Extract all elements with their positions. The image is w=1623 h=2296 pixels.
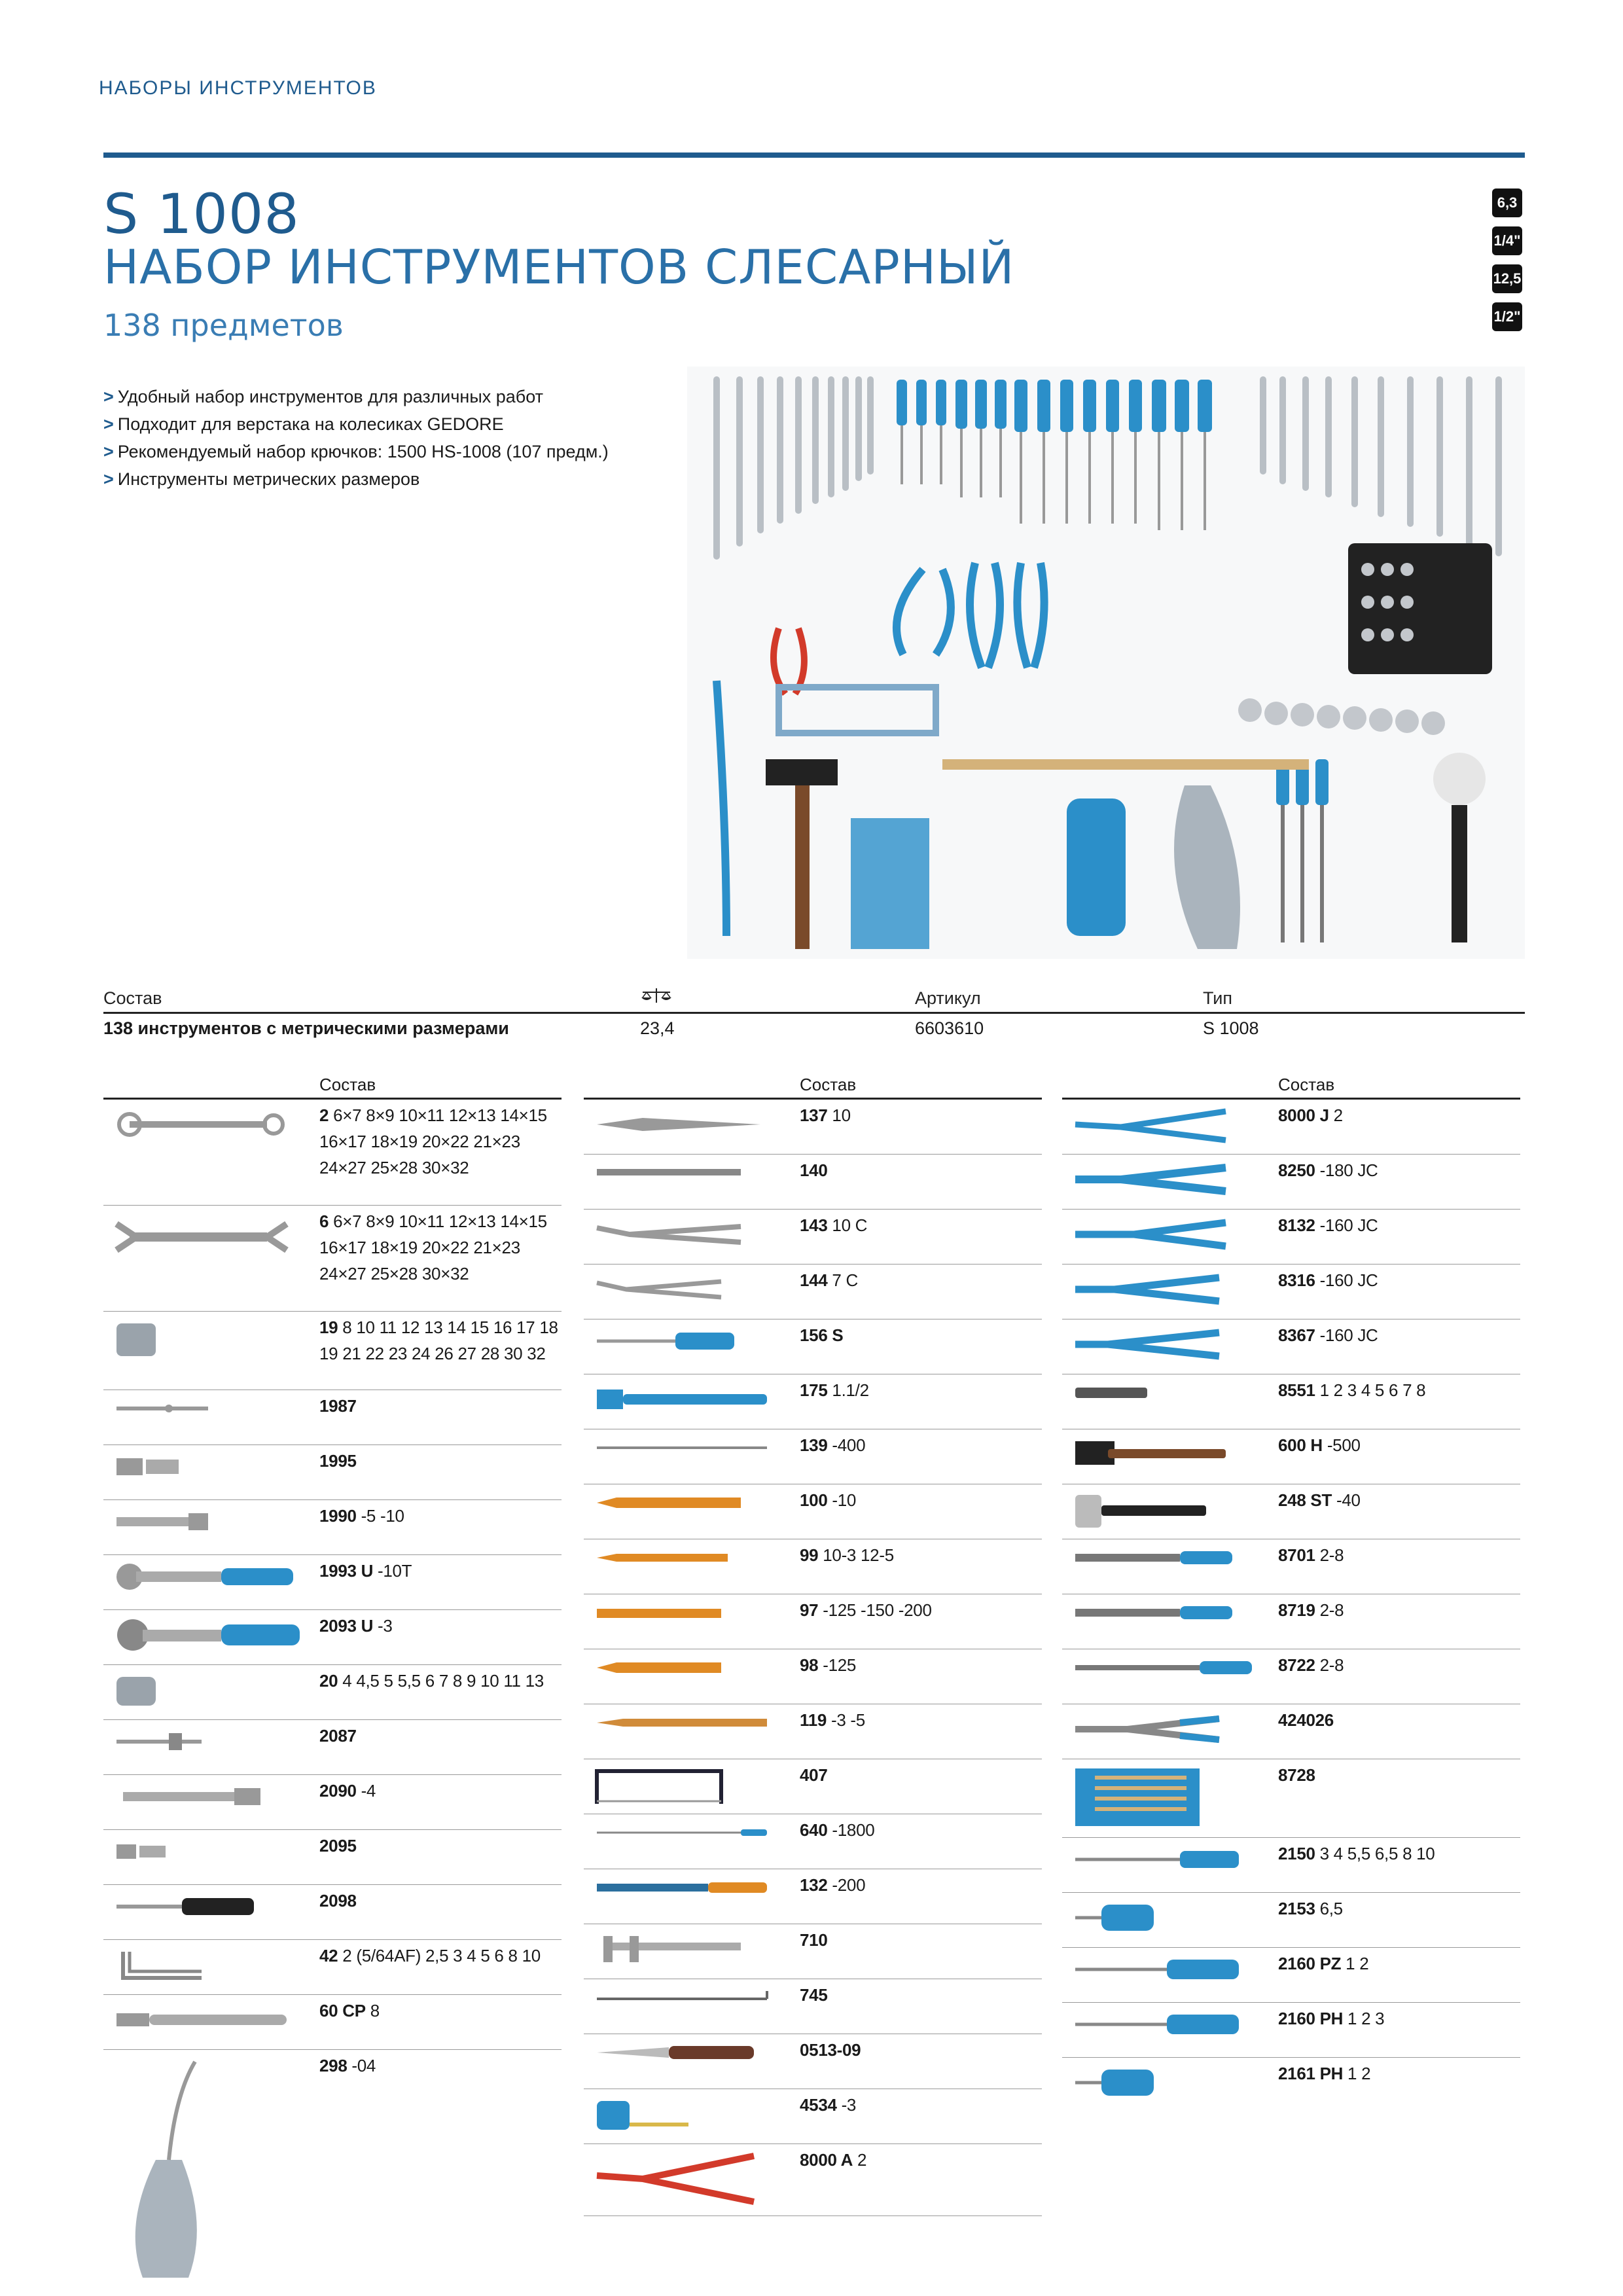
list-item: 2087	[103, 1720, 562, 1775]
chevron-right-icon: >	[103, 469, 114, 489]
list-item: 4534 -3	[584, 2089, 1042, 2144]
component-column-3	[1062, 1073, 1520, 2113]
list-item: 745	[584, 1979, 1042, 2034]
tape-measure-icon	[590, 2094, 721, 2134]
extension-icon	[110, 1505, 241, 1538]
file-half-round-icon	[1069, 1600, 1265, 1626]
ratchet-icon	[110, 1560, 306, 1593]
list-item: 424026	[1062, 1704, 1520, 1759]
component-column-1	[103, 1073, 562, 2296]
list-item: 144 7 C	[584, 1265, 1042, 1319]
list-item: 8000 A 2	[584, 2144, 1042, 2216]
tool-set-illustration	[687, 367, 1525, 959]
circlip-pliers-blue-icon	[1069, 1105, 1265, 1144]
scale-icon	[640, 987, 915, 1010]
list-item: 8000 J 2	[1062, 1100, 1520, 1155]
list-item: 139 -400	[584, 1429, 1042, 1484]
t-bar-icon	[110, 1725, 241, 1758]
item-count: 138 предметов	[103, 308, 344, 343]
drive-badge: 1/2"	[1492, 302, 1522, 331]
list-item: 640 -1800	[584, 1814, 1042, 1869]
pozidriv-screwdriver-icon	[1069, 1953, 1265, 1986]
list-item: 710	[584, 1924, 1042, 1979]
list-item: 119 -3 -5	[584, 1704, 1042, 1759]
open-end-wrench-icon	[110, 1211, 293, 1263]
drift-punch-icon	[590, 1710, 787, 1736]
header-rule	[103, 152, 1525, 158]
chevron-right-icon: >	[103, 414, 114, 434]
list-item: 2 6×7 8×9 10×11 12×13 14×15 16×17 18×19 20×22 21×23 24×27 25×28 30×32	[103, 1100, 562, 1206]
feature-item: > Инструменты метрических размеров	[103, 469, 420, 489]
pipe-wrench-icon	[590, 1380, 787, 1419]
list-item: 100 -10	[584, 1484, 1042, 1539]
list-item: 42 2 (5/64AF) 2,5 3 4 5 6 8 10	[103, 1940, 562, 1995]
blade-icon	[590, 1820, 787, 1846]
combination-wrench-icon	[110, 1105, 293, 1144]
list-item: 8551 1 2 3 4 5 6 7 8	[1062, 1374, 1520, 1429]
punch-icon	[590, 1160, 760, 1186]
summary-table	[103, 985, 1525, 1043]
list-item: 97 -125 -150 -200	[584, 1594, 1042, 1649]
product-sku: S 1008	[103, 182, 300, 246]
summary-article: 6603610	[915, 1018, 984, 1038]
list-item: 2160 PH 1 2 3	[1062, 2003, 1520, 2058]
knife-icon	[590, 2039, 787, 2066]
component-column-2	[584, 1073, 1042, 2216]
column-header: Состав	[103, 1073, 562, 1100]
list-item: 2098	[103, 1885, 562, 1940]
screwdriver-icon	[590, 1325, 760, 1357]
side-cutter-icon	[1069, 1270, 1265, 1309]
list-item: 2095	[103, 1830, 562, 1885]
drive-badge: 1/4"	[1492, 226, 1522, 255]
list-item: 2160 PZ 1 2	[1062, 1948, 1520, 2003]
feeler-icon	[590, 1984, 787, 2011]
list-item: 1995	[103, 1445, 562, 1500]
list-item: 8367 -160 JC	[1062, 1319, 1520, 1374]
list-item: 60 CP 8	[103, 1995, 562, 2050]
list-item: 8722 2-8	[1062, 1649, 1520, 1704]
list-item: 2093 U -3	[103, 1610, 562, 1665]
column-header: Состав	[584, 1073, 1042, 1100]
list-item: 2161 PH 1 2	[1062, 2058, 1520, 2113]
universal-joint-icon	[110, 1450, 241, 1483]
list-item: 19 8 10 11 12 13 14 15 16 17 18 19 21 22 23 24 26 27 28 30 32	[103, 1312, 562, 1390]
list-item: 140	[584, 1155, 1042, 1210]
extension-bar-icon	[110, 1395, 241, 1422]
needle-file-set-icon	[1069, 1765, 1213, 1830]
feature-item: > Рекомендуемый набор крючков: 1500 HS-1008 (107 предм.)	[103, 442, 609, 461]
page-title: НАБОР ИНСТРУМЕНТОВ СЛЕСАРНЫЙ	[103, 240, 1015, 295]
summary-col-article: Артикул	[915, 988, 981, 1008]
center-punch-icon	[590, 1874, 787, 1901]
water-pump-pliers-icon	[590, 1215, 760, 1254]
list-item: 8701 2-8	[1062, 1539, 1520, 1594]
tin-snips-icon	[1069, 1710, 1265, 1749]
pin-punch-set-icon	[1069, 1380, 1200, 1406]
end-cutter-icon	[1069, 1325, 1265, 1364]
locking-pliers-icon	[590, 1105, 787, 1144]
file-flat-icon	[1069, 1545, 1265, 1571]
list-item: 248 ST -40	[1062, 1484, 1520, 1539]
list-item: 407	[584, 1759, 1042, 1814]
long-nose-pliers-icon	[1069, 1215, 1265, 1254]
drive-badge: 12,5	[1492, 264, 1522, 293]
list-item: 175 1.1/2	[584, 1374, 1042, 1429]
hammer-icon	[1069, 1435, 1239, 1480]
ratchet-large-icon	[110, 1615, 306, 1655]
chisel-icon	[590, 1490, 760, 1516]
list-item: 1993 U -10T	[103, 1555, 562, 1610]
extension-long-icon	[110, 1780, 280, 1813]
weight-icon	[640, 987, 673, 1005]
list-item: 600 H -500	[1062, 1429, 1520, 1484]
universal-joint-small-icon	[110, 1835, 241, 1868]
list-item: 8728	[1062, 1759, 1520, 1838]
list-item: 1987	[103, 1390, 562, 1445]
summary-col-type: Тип	[1203, 988, 1233, 1008]
list-item: 2153 6,5	[1062, 1893, 1520, 1948]
stubby-screwdriver-icon	[1069, 1898, 1200, 1937]
list-item: 8719 2-8	[1062, 1594, 1520, 1649]
summary-type: S 1008	[1203, 1018, 1259, 1038]
adjustable-wrench-icon	[110, 2000, 306, 2039]
summary-composition: 138 инструментов с метрическими размерами	[103, 1018, 509, 1038]
list-item: 99 10-3 12-5	[584, 1539, 1042, 1594]
screwdriver-handle-icon	[110, 1890, 280, 1923]
list-item: 8250 -180 JC	[1062, 1155, 1520, 1210]
file-round-icon	[1069, 1655, 1265, 1681]
feature-item: > Подходит для верстака на колесиках GEDORE	[103, 414, 504, 434]
pin-punch-icon	[590, 1545, 760, 1571]
list-item: 2150 3 4 5,5 6,5 8 10	[1062, 1838, 1520, 1893]
list-item: 6 6×7 8×9 10×11 12×13 14×15 16×17 18×19 20×22 21×23 24×27 25×28 30×32	[103, 1206, 562, 1312]
summary-header	[103, 985, 1525, 1014]
caliper-icon	[590, 1929, 760, 1969]
drive-size-badges	[1492, 188, 1524, 340]
chevron-right-icon: >	[103, 387, 114, 406]
list-item: 0513-09	[584, 2034, 1042, 2089]
product-photo	[687, 367, 1525, 959]
list-item: 298 -04	[103, 2050, 562, 2296]
hex-key-icon	[110, 1945, 241, 1984]
socket-icon	[110, 1317, 175, 1363]
water-pump-pliers-small-icon	[590, 1270, 760, 1309]
scriber-icon	[590, 1435, 787, 1461]
summary-weight: 23,4	[640, 1018, 675, 1038]
small-socket-icon	[110, 1670, 175, 1710]
list-item: 156 S	[584, 1319, 1042, 1374]
phillips-stubby-icon	[1069, 2063, 1200, 2102]
hacksaw-icon	[590, 1765, 760, 1810]
oil-can-icon	[110, 2055, 241, 2291]
circlip-pliers-icon	[590, 2149, 787, 2208]
summary-row	[103, 1014, 1525, 1043]
phillips-screwdriver-icon	[1069, 2008, 1265, 2041]
mallet-icon	[1069, 1490, 1239, 1535]
feature-item: > Удобный набор инструментов для различных работ	[103, 387, 544, 406]
cross-cut-chisel-icon	[590, 1655, 760, 1681]
flat-chisel-icon	[590, 1600, 760, 1626]
list-item: 20 4 4,5 5 5,5 6 7 8 9 10 11 13	[103, 1665, 562, 1720]
list-item: 8132 -160 JC	[1062, 1210, 1520, 1265]
list-item: 2090 -4	[103, 1775, 562, 1830]
list-item: 137 10	[584, 1100, 1042, 1155]
summary-col-composition: Состав	[103, 988, 162, 1008]
combination-pliers-icon	[1069, 1160, 1265, 1199]
feature-list	[103, 383, 609, 493]
list-item: 143 10 C	[584, 1210, 1042, 1265]
drive-badge: 6,3	[1492, 188, 1522, 217]
list-item: 98 -125	[584, 1649, 1042, 1704]
screwdriver-slotted-icon	[1069, 1843, 1265, 1876]
chevron-right-icon: >	[103, 442, 114, 461]
section-label: НАБОРЫ ИНСТРУМЕНТОВ	[99, 77, 377, 99]
list-item: 1990 -5 -10	[103, 1500, 562, 1555]
list-item: 132 -200	[584, 1869, 1042, 1924]
list-item: 8316 -160 JC	[1062, 1265, 1520, 1319]
column-header: Состав	[1062, 1073, 1520, 1100]
